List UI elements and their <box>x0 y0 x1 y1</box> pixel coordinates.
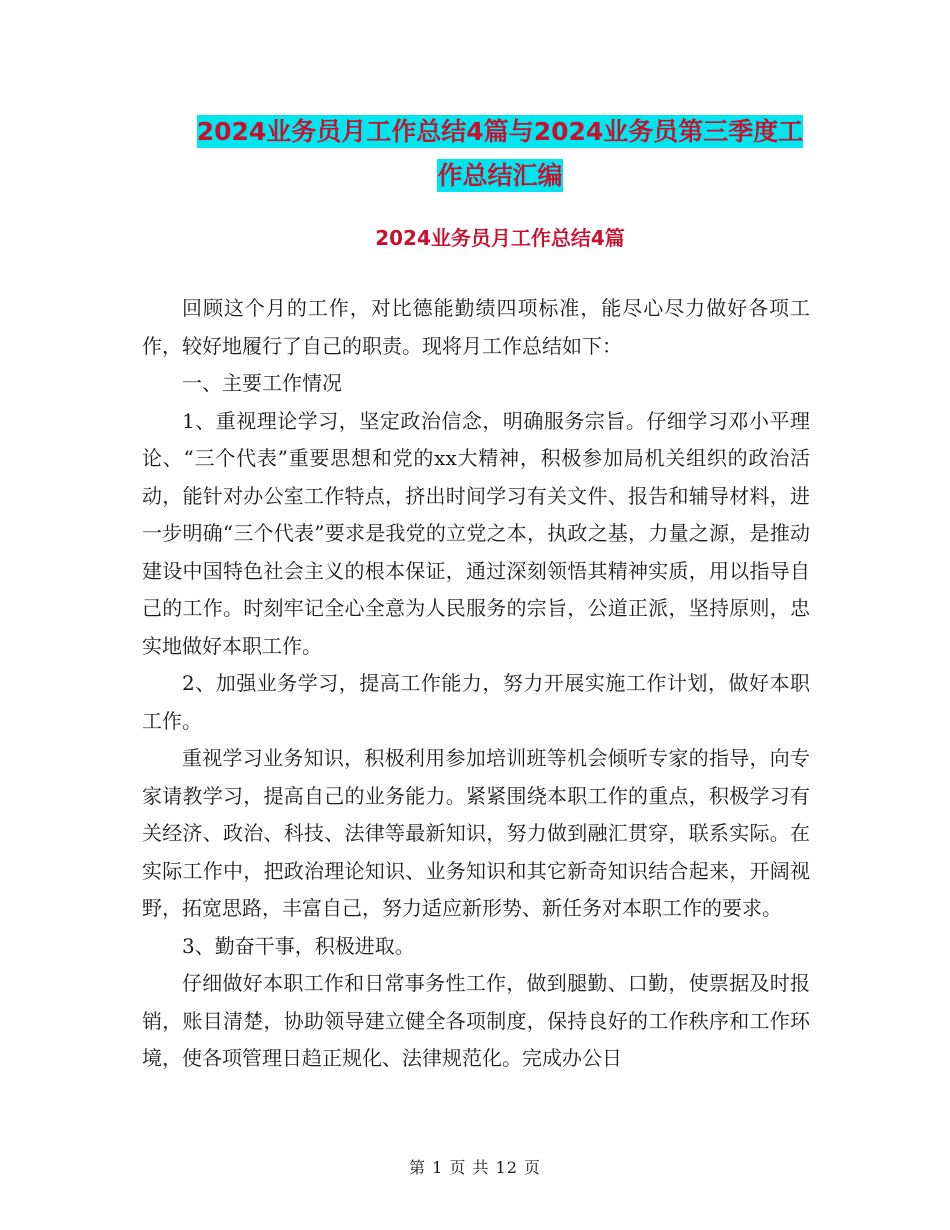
document-title-line-1: 2024业务员月工作总结4篇与2024业务员第三季度工 <box>196 117 804 146</box>
document-body <box>142 290 810 1078</box>
paragraph-daily-work: 仔细做好本职工作和日常事务性工作，做到腿勤、口勤，使票据及时报销，账目清楚，协助领导建立健全各项制度，保持良好的工作秩序和工作环境，使各项管理日趋正规化、法律规范化。完成办公日 <box>142 971 810 1070</box>
paragraph-heading-main-work: 一、主要工作情况 <box>182 371 342 395</box>
section-heading: 2024业务员月工作总结4篇 <box>375 226 625 250</box>
paragraph-intro: 回顾这个月的工作，对比德能勤绩四项标准，能尽心尽力做好各项工作，较好地履行了自己的职责。现将月工作总结如下： <box>142 296 810 358</box>
paragraph-item-2: 2、加强业务学习，提高工作能力，努力开展实施工作计划，做好本职工作。 <box>142 671 810 733</box>
document-title-line-2: 作总结汇编 <box>437 161 563 190</box>
document-title <box>140 110 860 198</box>
paragraph-item-3: 3、勤奋干事，积极进取。 <box>182 933 415 958</box>
paragraph-business-study: 重视学习业务知识，积极利用参加培训班等机会倾听专家的指导，向专家请教学习，提高自己的业务能力。紧紧围绕本职工作的重点，积极学习有关经济、政治、科技、法律等最新知识，努力做到融汇贯穿，联系实际。在实际工作中，把政治理论知识、业务知识和其它新奇知识结合起来，开阔视野，拓宽思路，丰富自己，努力适应新形势、新任务对本职工作的要求。 <box>142 746 810 920</box>
paragraph-item-1: 1、重视理论学习，坚定政治信念，明确服务宗旨。仔细学习邓小平理论、“三个代表”重要思想和党的xx大精神，积极参加局机关组织的政治活动，能针对办公室工作特点，挤出时间学习有关文件、报告和辅导材料，进一步明确“三个代表”要求是我党的立党之本，执政之基，力量之源，是推动建设中国特色社会主义的根本保证，通过深刻领悟其精神实质，用以指导自己的工作。时刻牢记全心全意为人民服务的宗旨，公道正派，坚持原则，忠实地做好本职工作。 <box>142 408 810 658</box>
page-footer: 第 1 页 共 12 页 <box>409 1158 541 1177</box>
